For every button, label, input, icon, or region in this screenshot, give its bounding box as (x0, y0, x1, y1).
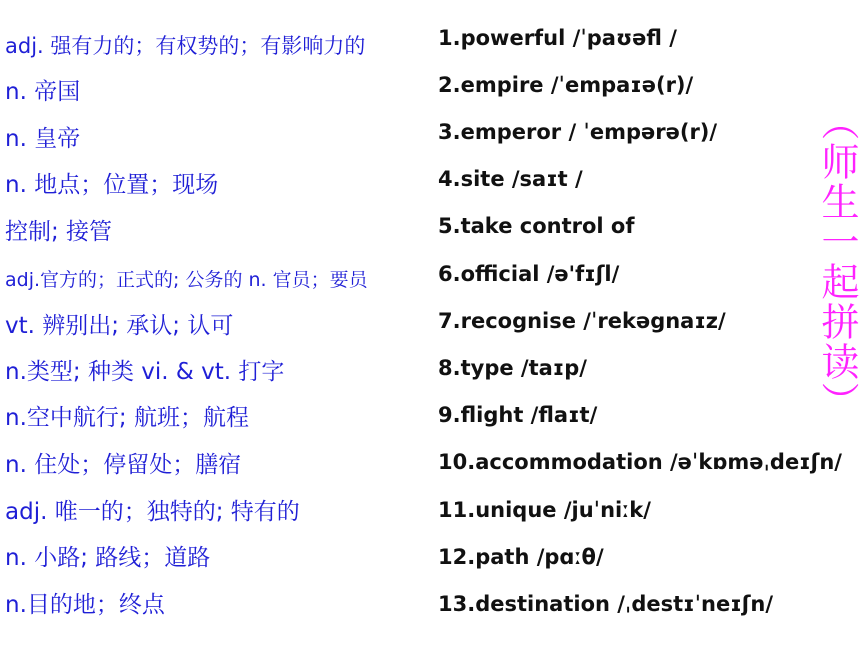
term-3: 3.emperor / ˈempərə(r)/ (438, 120, 718, 144)
term-4: 4.site /saɪt / (438, 167, 583, 191)
term-9: 9.flight /flaɪt/ (438, 403, 598, 427)
definition-5: 控制; 接管 (5, 219, 113, 245)
read-together-note: （师生一起拼读） (815, 102, 859, 422)
definition-9: n.空中航行; 航班；航程 (5, 405, 249, 431)
term-11: 11.unique /juˈniːk/ (438, 498, 651, 522)
term-10: 10.accommodation /əˈkɒməˌdeɪʃn/ (438, 450, 842, 474)
definition-10: n. 住处；停留处；膳宿 (5, 452, 242, 478)
definition-7: vt. 辨别出; 承认; 认可 (5, 313, 234, 339)
definition-2: n. 帝国 (5, 79, 81, 105)
term-12: 12.path /pɑːθ/ (438, 545, 604, 569)
definition-1: adj. 强有力的；有权势的；有影响力的 (5, 34, 366, 58)
definition-6: adj.官方的；正式的; 公务的 n. 官员；要员 (5, 269, 368, 291)
term-5: 5.take control of (438, 214, 635, 238)
term-13: 13.destination /ˌdestɪˈneɪʃn/ (438, 592, 774, 616)
term-7: 7.recognise /ˈrekəgnaɪz/ (438, 309, 726, 333)
definition-4: n. 地点；位置；现场 (5, 172, 219, 198)
term-1: 1.powerful /ˈpaʊəfl / (438, 26, 677, 50)
definition-12: n. 小路; 路线；道路 (5, 545, 211, 571)
term-2: 2.empire /ˈempaɪə(r)/ (438, 73, 694, 97)
term-6: 6.official /ə'fɪʃl/ (438, 262, 620, 286)
definition-3: n. 皇帝 (5, 126, 81, 152)
definition-13: n.目的地；终点 (5, 592, 165, 618)
definition-8: n.类型; 种类 vi. & vt. 打字 (5, 359, 285, 385)
term-8: 8.type /taɪp/ (438, 356, 587, 380)
definition-11: adj. 唯一的；独特的; 特有的 (5, 499, 300, 525)
